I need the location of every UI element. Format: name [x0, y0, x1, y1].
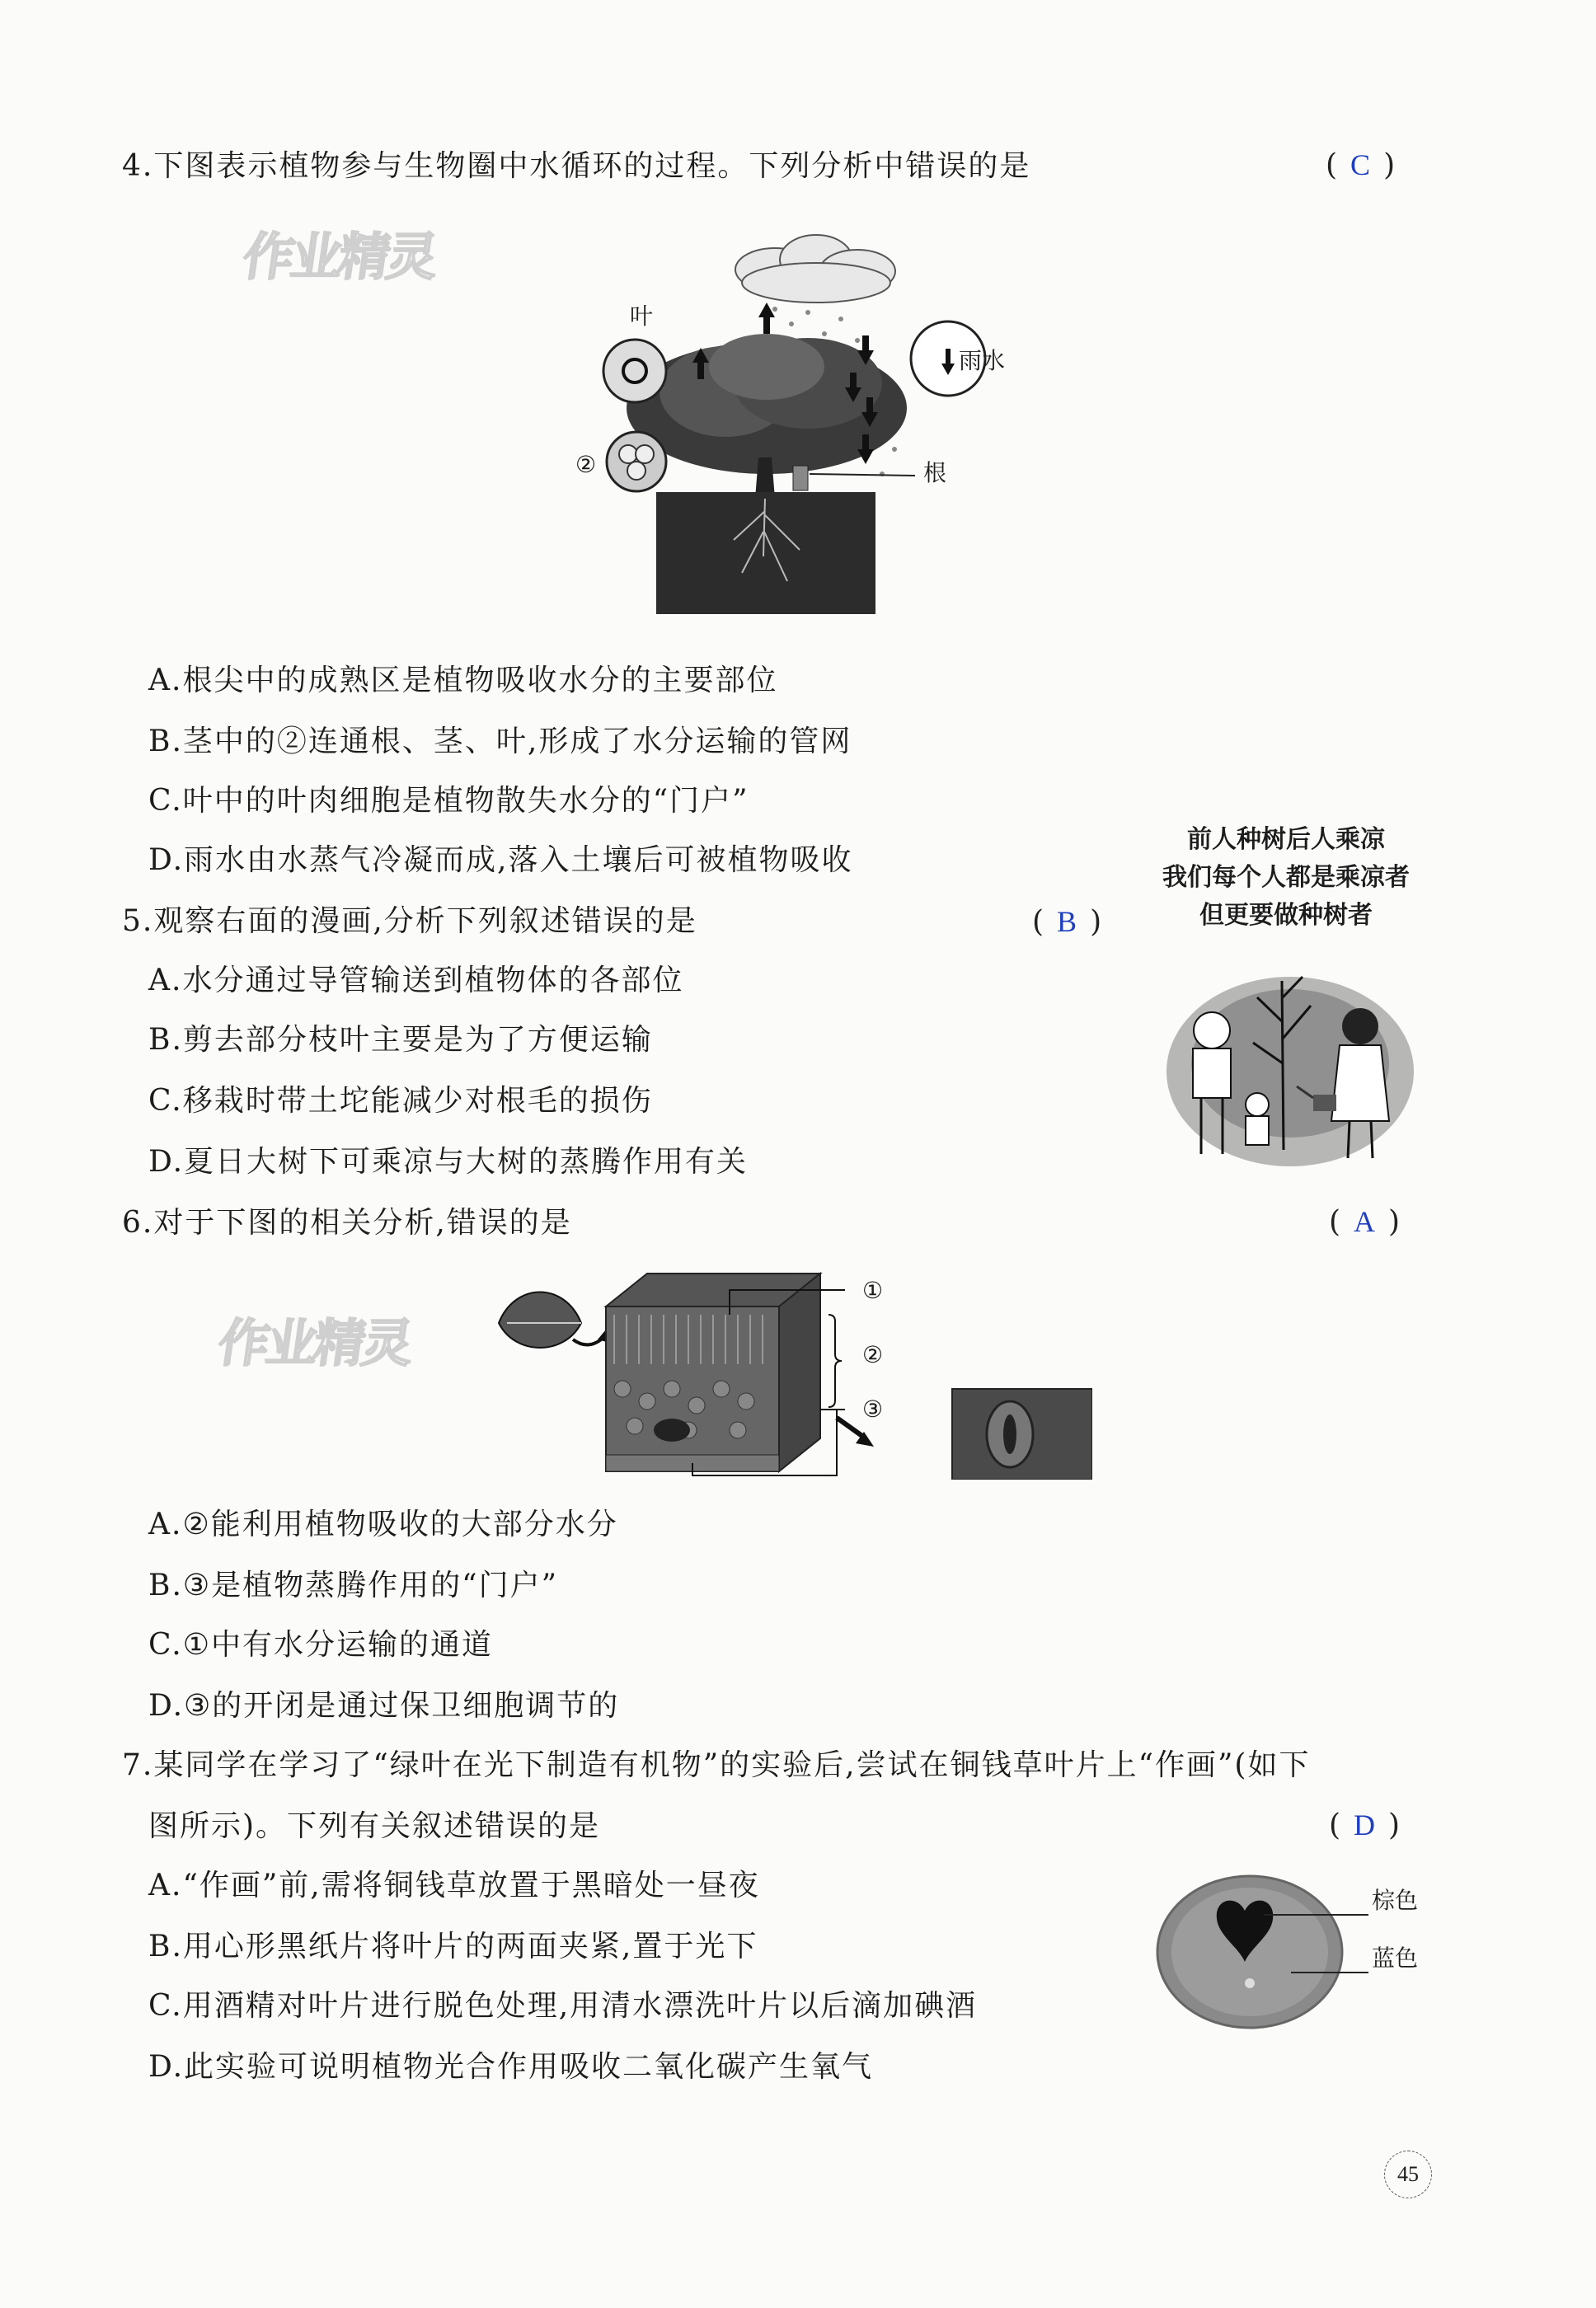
cartoon-caption-1: 前人种树后人乘凉 — [1187, 825, 1385, 854]
watermark-logo: 作业精灵 — [239, 227, 439, 287]
root-label: 根 — [923, 459, 947, 486]
q5-option-c: C.移栽时带土坨能减少对根毛的损伤 — [148, 1084, 653, 1118]
q7-option-b: B.用心形黑纸片将叶片的两面夹紧,置于光下 — [148, 1930, 758, 1963]
tree-planting-cartoon — [1158, 948, 1422, 1179]
watermark-logo-2: 作业精灵 — [214, 1313, 415, 1373]
q6-answer-letter: A — [1354, 1205, 1376, 1238]
q6-stem: 6.对于下图的相关分析,错误的是 — [122, 1206, 572, 1240]
q4-answer: ( C ) — [1326, 148, 1396, 182]
page-number: 45 — [1384, 2151, 1432, 2198]
q4-option-c: C.叶中的叶肉细胞是植物散失水分的“门户” — [148, 784, 749, 818]
q5-option-b: B.剪去部分枝叶主要是为了方便运输 — [148, 1023, 653, 1057]
leaf-cross-section-figure — [491, 1265, 1092, 1480]
leaf-label: 叶 — [630, 303, 654, 330]
q6-option-c: C.①中有水分运输的通道 — [148, 1628, 493, 1662]
q7-option-d: D.此实验可说明植物光合作用吸收二氧化碳产生氧气 — [148, 2050, 874, 2084]
q4-stem: 4.下图表示植物参与生物圈中水循环的过程。下列分析中错误的是 — [122, 149, 1031, 183]
blue-label: 蓝色 — [1372, 1944, 1419, 1972]
q6-option-d: D.③的开闭是通过保卫细胞调节的 — [148, 1689, 620, 1723]
cartoon-caption-2: 我们每个人都是乘凉者 — [1162, 863, 1410, 892]
brown-label: 棕色 — [1372, 1887, 1419, 1914]
q7-option-c: C.用酒精对叶片进行脱色处理,用清水漂洗叶片以后滴加碘酒 — [148, 1989, 978, 2023]
pennywort-leaf-figure — [1152, 1869, 1383, 2034]
mesophyll-label: ② — [862, 1341, 884, 1368]
stoma-label: ③ — [862, 1396, 884, 1423]
water-cycle-figure — [569, 227, 1030, 622]
cartoon-caption-3: 但更要做种树者 — [1199, 901, 1373, 930]
q4-answer-letter: C — [1350, 148, 1371, 181]
leaf-icon — [499, 1292, 581, 1349]
q5-option-a: A.水分通过导管输送到植物体的各部位 — [148, 964, 684, 997]
q4-option-b: B.茎中的②连通根、茎、叶,形成了水分运输的管网 — [148, 725, 852, 758]
q5-stem: 5.观察右面的漫画,分析下列叙述错误的是 — [122, 904, 697, 938]
soil — [656, 492, 875, 614]
q7-option-a: A.“作画”前,需将铜钱草放置于黑暗处一昼夜 — [148, 1869, 760, 1902]
upper-epidermis-label: ① — [862, 1277, 884, 1304]
cloud-icon — [735, 235, 895, 303]
rain-label: 雨水 — [959, 347, 1006, 374]
q7-stem-line-1: 7.某同学在学习了“绿叶在光下制造有机物”的实验后,尝试在铜钱草叶片上“作画”(如下 — [122, 1748, 1311, 1782]
q6-option-b: B.③是植物蒸腾作用的“门户” — [148, 1569, 558, 1602]
q4-option-a: A.根尖中的成熟区是植物吸收水分的主要部位 — [148, 664, 778, 697]
q5-option-d: D.夏日大树下可乘凉与大树的蒸腾作用有关 — [148, 1145, 749, 1179]
q5-answer-letter: B — [1057, 905, 1077, 938]
q4-option-d: D.雨水由水蒸气冷凝而成,落入土壤后可被植物吸收 — [148, 843, 853, 877]
q7-answer-letter: D — [1354, 1808, 1376, 1841]
q7-answer: ( D ) — [1329, 1808, 1401, 1842]
q5-answer: ( B ) — [1032, 905, 1102, 939]
leaf-cell-magnifier — [603, 340, 666, 402]
q7-stem-line-2: 图所示)。下列有关叙述错误的是 — [148, 1809, 601, 1843]
q6-answer: ( A ) — [1329, 1205, 1401, 1239]
stem-vessel-label: ② — [575, 451, 597, 478]
q6-option-a: A.②能利用植物吸收的大部分水分 — [148, 1508, 618, 1541]
